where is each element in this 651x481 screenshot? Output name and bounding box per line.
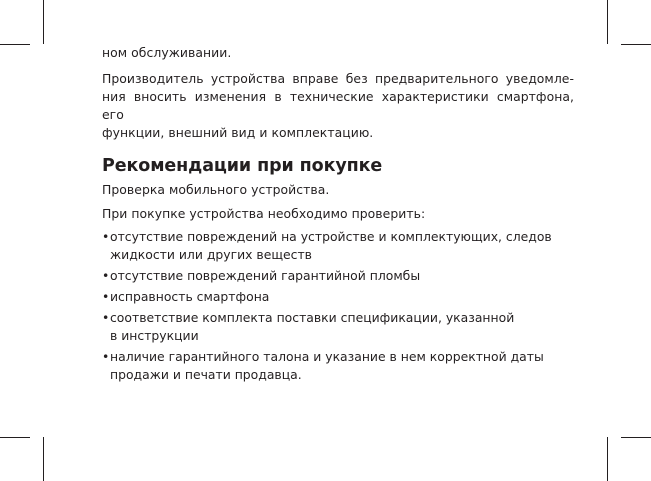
list-item-line: отсутствие повреждений гарантийной пломбы — [110, 268, 421, 283]
list-item — [102, 348, 574, 384]
list-item — [102, 309, 574, 345]
bullet: • — [102, 268, 110, 283]
list-item — [102, 288, 574, 306]
continuation-line: ном обслуживании. — [102, 45, 232, 60]
crop-mark-bottom-right-horizontal — [621, 437, 651, 438]
bullet: • — [102, 289, 110, 304]
crop-mark-top-left-horizontal — [0, 44, 30, 45]
section-heading: Рекомендации при покупке — [102, 156, 383, 176]
bullet: • — [102, 349, 110, 364]
list-item — [102, 228, 574, 264]
crop-mark-bottom-left-vertical — [43, 437, 44, 481]
list-item-line: продажи и печати продавца. — [110, 367, 302, 382]
list-item-line: в инструкции — [110, 328, 199, 343]
manufacturer-paragraph — [102, 70, 574, 142]
crop-mark-top-right-vertical — [607, 0, 608, 44]
list-item — [102, 267, 574, 285]
list-item-line: жидкости или других веществ — [110, 247, 312, 262]
manufacturer-paragraph-line: функции, внешний вид и комплектацию. — [102, 125, 374, 140]
crop-mark-bottom-left-horizontal — [0, 437, 30, 438]
check-lead: При покупке устройства необходимо проверить: — [102, 206, 426, 221]
crop-mark-top-right-horizontal — [621, 44, 651, 45]
list-item-line: наличие гарантийного талона и указание в нем корректной даты — [110, 349, 544, 364]
bullet: • — [102, 229, 110, 244]
crop-mark-bottom-right-vertical — [607, 437, 608, 481]
bullet: • — [102, 310, 110, 325]
list-item-line: исправность смартфона — [110, 289, 270, 304]
manufacturer-paragraph-line: ния вносить изменения в технические характеристики смартфона, его — [102, 89, 574, 122]
page-content — [102, 44, 574, 384]
crop-mark-top-left-vertical — [43, 0, 44, 44]
check-intro: Проверка мобильного устройства. — [102, 182, 330, 197]
list-item-line: соответствие комплекта поставки спецификации, указанной — [110, 310, 515, 325]
checklist — [102, 228, 574, 384]
list-item-line: отсутствие повреждений на устройстве и комплектующих, следов — [110, 229, 552, 244]
manufacturer-paragraph-line: Производитель устройства вправе без предварительного уведомле- — [102, 71, 574, 86]
